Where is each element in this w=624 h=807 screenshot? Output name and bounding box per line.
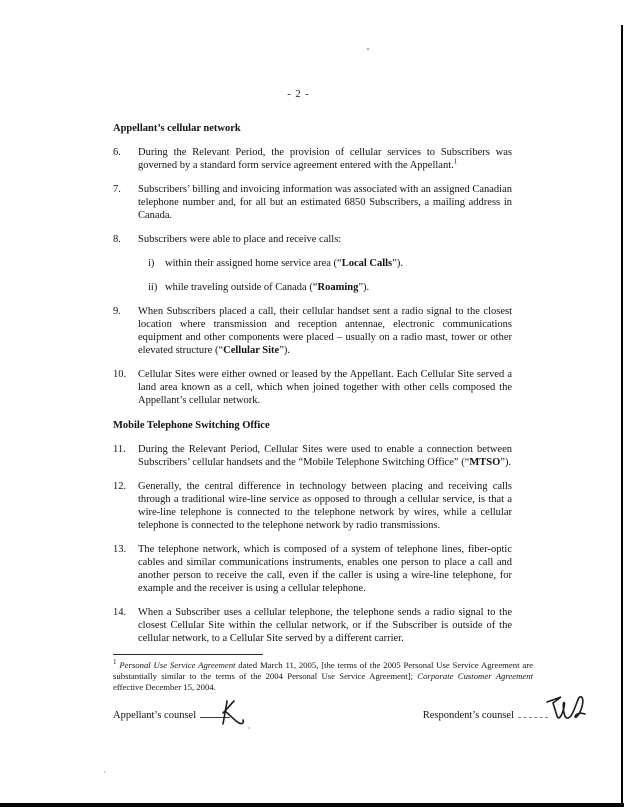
paragraph-number: 7. bbox=[113, 184, 121, 195]
respondent-signature-icon bbox=[545, 694, 587, 724]
text-segment: When Subscribers placed a call, their cellular handset sent a radio signal to the closest location where transmission and reception antennae, electronic communications equipment and other components were placed – usually on a radio mast, tower or other elevated structure (“ bbox=[138, 306, 512, 356]
paragraph-number: 9. bbox=[113, 306, 121, 317]
text-segment: ”). bbox=[500, 457, 512, 468]
text-segment: ”). bbox=[392, 258, 403, 269]
signature-row bbox=[113, 709, 548, 722]
text-segment: During the Relevant Period, Cellular Sites were used to enable a connection between Subscribers’ cellular handsets and the “Mobile Telephone Switching Office” (“ bbox=[138, 444, 512, 468]
text-segment: Cellular Sites were either owned or leased by the Appellant. Each Cellular Site served a land area known as a cell, which when joined together with other cells composed the Appellant’s cellular network. bbox=[138, 369, 512, 406]
numbered-paragraph bbox=[113, 183, 512, 222]
text-segment: Personal Use Service Agreement bbox=[119, 660, 236, 670]
sub-paragraph-text bbox=[165, 281, 512, 294]
text-segment: Cellular Site bbox=[223, 345, 280, 356]
text-segment: Subscribers were able to place and receive calls: bbox=[138, 234, 342, 245]
appellant-counsel-signature-block bbox=[113, 709, 230, 722]
document-sections bbox=[113, 122, 512, 645]
appellant-counsel-label: Appellant’s counsel bbox=[113, 710, 197, 721]
text-segment: within their assigned home service area (“ bbox=[165, 258, 342, 269]
text-segment: The telephone network, which is composed of a system of telephone lines, fiber-optic cables and similar communications instruments, enables one person to place a call and another person to receive the call, even if the caller is using a wire-line telephone, for example and the receiver is using a cellular telephone. bbox=[138, 544, 512, 594]
paragraph-text bbox=[138, 543, 512, 595]
sub-paragraph-label: i) bbox=[148, 258, 155, 269]
numbered-paragraph bbox=[113, 443, 512, 469]
paragraph-number: 8. bbox=[113, 234, 121, 245]
text-segment: Generally, the central difference in technology between placing and receiving calls through a traditional wire-line service as opposed to through a cellular service, is that a wire-line telephone is connected to the telephone network by wires, while a cellular telephone is connected to the telephone network by radio transmissions. bbox=[138, 481, 512, 531]
paragraph-number: 11. bbox=[113, 444, 126, 455]
scan-speck bbox=[248, 727, 250, 729]
numbered-paragraph bbox=[113, 606, 512, 645]
scan-bottom-bar bbox=[0, 803, 624, 807]
text-segment: Corporate Customer Agreement bbox=[417, 671, 534, 681]
text-segment: ”). bbox=[358, 282, 370, 293]
paragraph-text bbox=[138, 606, 512, 645]
respondent-counsel-signature-block bbox=[423, 709, 548, 722]
paragraph-number: 6. bbox=[113, 147, 121, 158]
footnote bbox=[113, 660, 533, 693]
paragraph-text bbox=[138, 183, 512, 222]
appellant-signature-icon bbox=[217, 698, 247, 726]
sub-paragraph bbox=[148, 281, 512, 294]
paragraph-number: 13. bbox=[113, 544, 127, 555]
sub-paragraph-text bbox=[165, 257, 512, 270]
paragraph-text bbox=[138, 480, 512, 532]
paragraph-text bbox=[138, 233, 512, 246]
sub-paragraph bbox=[148, 257, 512, 270]
section-heading: Appellant’s cellular network bbox=[113, 123, 241, 134]
paragraph-text bbox=[138, 146, 512, 172]
paragraph-number: 14. bbox=[113, 607, 127, 618]
paragraph-text bbox=[138, 368, 512, 407]
text-segment: MTSO bbox=[469, 457, 501, 468]
numbered-paragraph bbox=[113, 146, 512, 172]
respondent-counsel-label: Respondent’s counsel bbox=[422, 710, 514, 721]
footnote-divider bbox=[113, 654, 263, 655]
document-page bbox=[113, 88, 534, 722]
page-number: - 2 - bbox=[287, 89, 310, 100]
numbered-paragraph bbox=[113, 368, 512, 407]
numbered-paragraph bbox=[113, 543, 512, 595]
scan-edge-line bbox=[621, 25, 623, 804]
numbered-paragraph bbox=[113, 480, 512, 532]
text-segment: During the Relevant Period, the provision of cellular services to Subscribers was governed by a standard form service agreement entered with the Appellant. bbox=[138, 147, 512, 171]
section-heading: Mobile Telephone Switching Office bbox=[113, 420, 270, 431]
paragraph-text bbox=[138, 305, 512, 357]
text-segment: dated March 11, 2005, [the terms of the 2005 Personal Use Service Agreement are substantially similar to the terms of the 2004 Personal Use Service Agreement]; bbox=[113, 660, 533, 681]
respondent-signature-line bbox=[518, 717, 548, 718]
paragraph-number: 10. bbox=[113, 369, 127, 380]
paragraph-text bbox=[138, 443, 512, 469]
scan-speck bbox=[104, 771, 106, 773]
text-segment: effective December 15, 2004. bbox=[113, 682, 216, 692]
numbered-paragraph bbox=[113, 305, 512, 357]
text-segment: Roaming bbox=[317, 282, 359, 293]
footnote-reference: 1 bbox=[453, 157, 458, 166]
numbered-paragraph bbox=[113, 233, 512, 246]
sub-paragraph-label: ii) bbox=[148, 282, 158, 293]
scan-speck bbox=[367, 48, 369, 50]
text-segment: while traveling outside of Canada (“ bbox=[165, 282, 318, 293]
footnote-marker: 1 bbox=[113, 658, 117, 667]
text-segment: When a Subscriber uses a cellular telephone, the telephone sends a radio signal to the closest Cellular Site within the cellular network, or if the Subscriber is outside of the cellular network, to a Cellular Site served by a different carrier. bbox=[138, 607, 512, 644]
text-segment: ”). bbox=[279, 345, 291, 356]
text-segment: Subscribers’ billing and invoicing information was associated with an assigned Canadian telephone number and, for all but an estimated 6850 Subscribers, a mailing address in Canada. bbox=[138, 184, 512, 221]
paragraph-number: 12. bbox=[113, 481, 127, 492]
text-segment: Local Calls bbox=[341, 258, 393, 269]
